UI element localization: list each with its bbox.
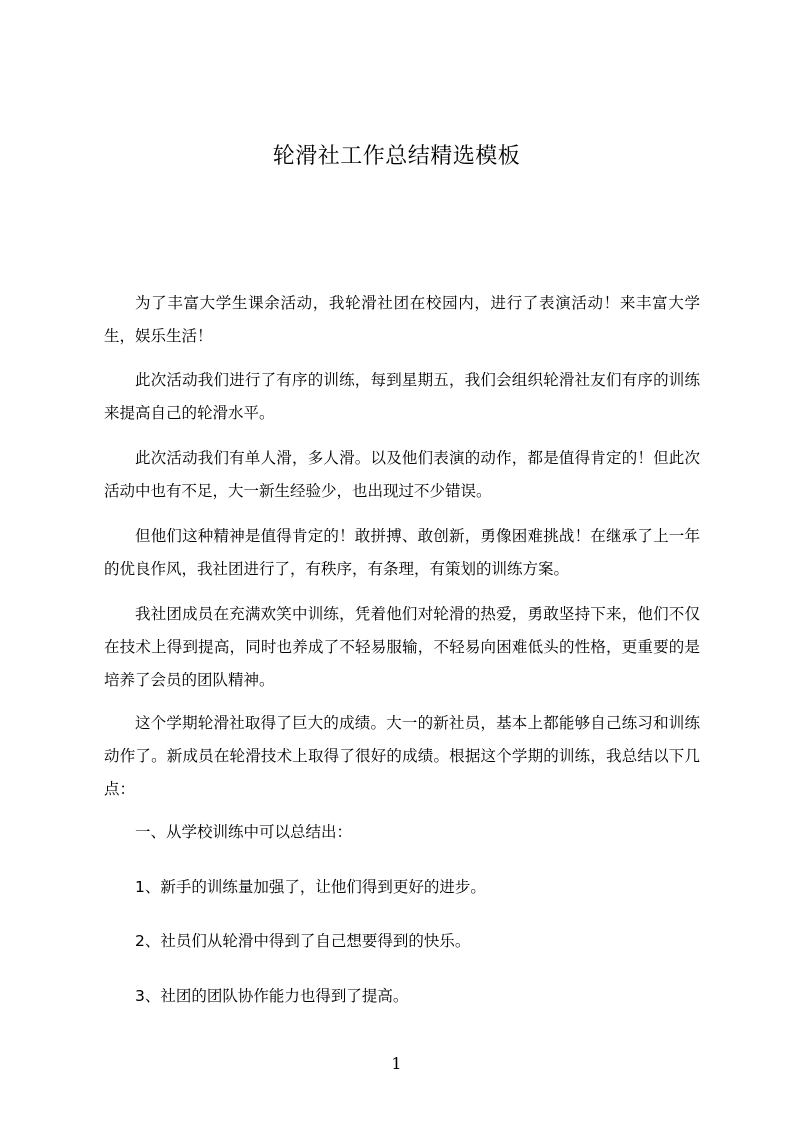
paragraph-block-1: [104, 287, 700, 353]
list-item-2: [104, 925, 700, 958]
page-number: 1: [391, 1054, 402, 1073]
list-item: 3、社团的团队协作能力也得到了提高。: [135, 987, 409, 1005]
list-item: 2、社员们从轮滑中得到了自己想要得到的快乐。: [135, 932, 471, 950]
paragraph-block-3: [104, 442, 700, 508]
list-item: 1、新手的训练量加强了，让他们得到更好的进步。: [135, 878, 486, 896]
paragraph-block-2: [104, 364, 700, 430]
list-item-1: [104, 871, 700, 904]
paragraph: 此次活动我们进行了有序的训练，每到星期五，我们会组织轮滑社友们有序的训练来提高自己的轮滑水平。: [104, 371, 700, 422]
paragraph-block-5: [104, 598, 700, 697]
section-heading-text: 一、从学校训练中可以总结出：: [135, 823, 353, 841]
paragraph: 但他们这种精神是值得肯定的！敢拼搏、敢创新，勇像困难挑战！在继承了上一年的优良作风，我社团进行了，有秩序，有条理，有策划的训练方案。: [104, 527, 700, 578]
paragraph-block-4: [104, 520, 700, 586]
document-title: 轮滑社工作总结精选模板: [272, 144, 521, 169]
paragraph-block-6: [104, 707, 700, 806]
paragraph: 为了丰富大学生课余活动，我轮滑社团在校园内，进行了表演活动！来丰富大学生，娱乐生活！: [104, 294, 700, 345]
paragraph: 我社团成员在充满欢笑中训练，凭着他们对轮滑的热爱，勇敢坚持下来，他们不仅在技术上得到提高，同时也养成了不轻易服输，不轻易向困难低头的性格，更重要的是培养了会员的团队精神。: [104, 605, 700, 689]
list-item-3: [104, 980, 700, 1013]
paragraph: 这个学期轮滑社取得了巨大的成绩。大一的新社员，基本上都能够自己练习和训练动作了。新成员在轮滑技术上取得了很好的成绩。根据这个学期的训练，我总结以下几点：: [104, 714, 700, 798]
section-heading: [104, 816, 700, 849]
paragraph: 此次活动我们有单人滑，多人滑。以及他们表演的动作，都是值得肯定的！但此次活动中也有不足，大一新生经验少，也出现过不少错误。: [104, 449, 700, 500]
